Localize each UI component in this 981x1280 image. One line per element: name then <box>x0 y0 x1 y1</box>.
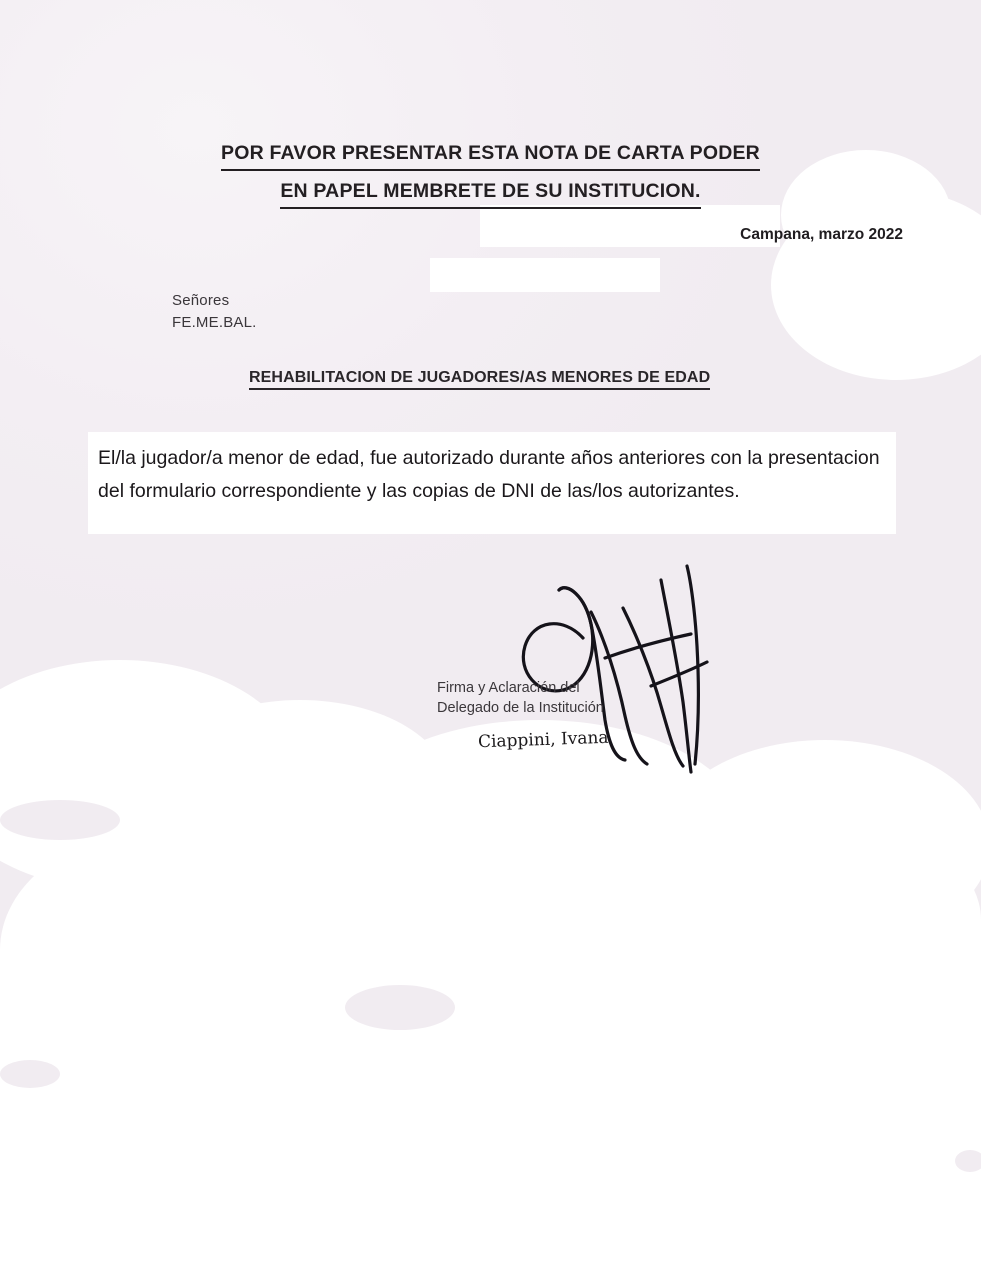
signature-name-text: Ciappini, Ivana <box>477 727 609 753</box>
scan-white-blob <box>80 1040 360 1220</box>
signature-caption <box>437 678 604 718</box>
white-patch-addressee <box>430 258 660 292</box>
heading-line-2: EN PAPEL MEMBRETE DE SU INSTITUCION. <box>280 176 700 209</box>
scan-shadow-notch <box>0 1060 60 1088</box>
signature-caption-line-1: Firma y Aclaración del <box>437 680 580 696</box>
white-patch-date <box>480 205 780 247</box>
document-body-text: El/la jugador/a menor de edad, fue autorizado durante años anteriores con la presentacion del formulario correspondiente y las copias de DNI de las/los autorizantes. <box>98 447 880 502</box>
heading-line-1: POR FAVOR PRESENTAR ESTA NOTA DE CARTA PODER <box>221 138 760 171</box>
document-subject: REHABILITACION DE JUGADORES/AS MENORES DE EDAD <box>249 369 710 390</box>
scan-white-blob <box>740 1020 981 1190</box>
scan-shadow-notch <box>955 1150 981 1172</box>
scan-shadow-notch <box>0 800 120 840</box>
addressee-block <box>172 290 257 334</box>
addressee-line-1: Señores <box>172 292 230 309</box>
document-heading <box>0 138 981 209</box>
signature-name-handwritten <box>477 727 678 770</box>
addressee-line-2: FE.ME.BAL. <box>172 314 257 331</box>
signature-caption-line-2: Delegado de la Institución <box>437 700 604 716</box>
document-date: Campana, marzo 2022 <box>740 226 903 243</box>
scan-shadow-notch <box>345 985 455 1030</box>
